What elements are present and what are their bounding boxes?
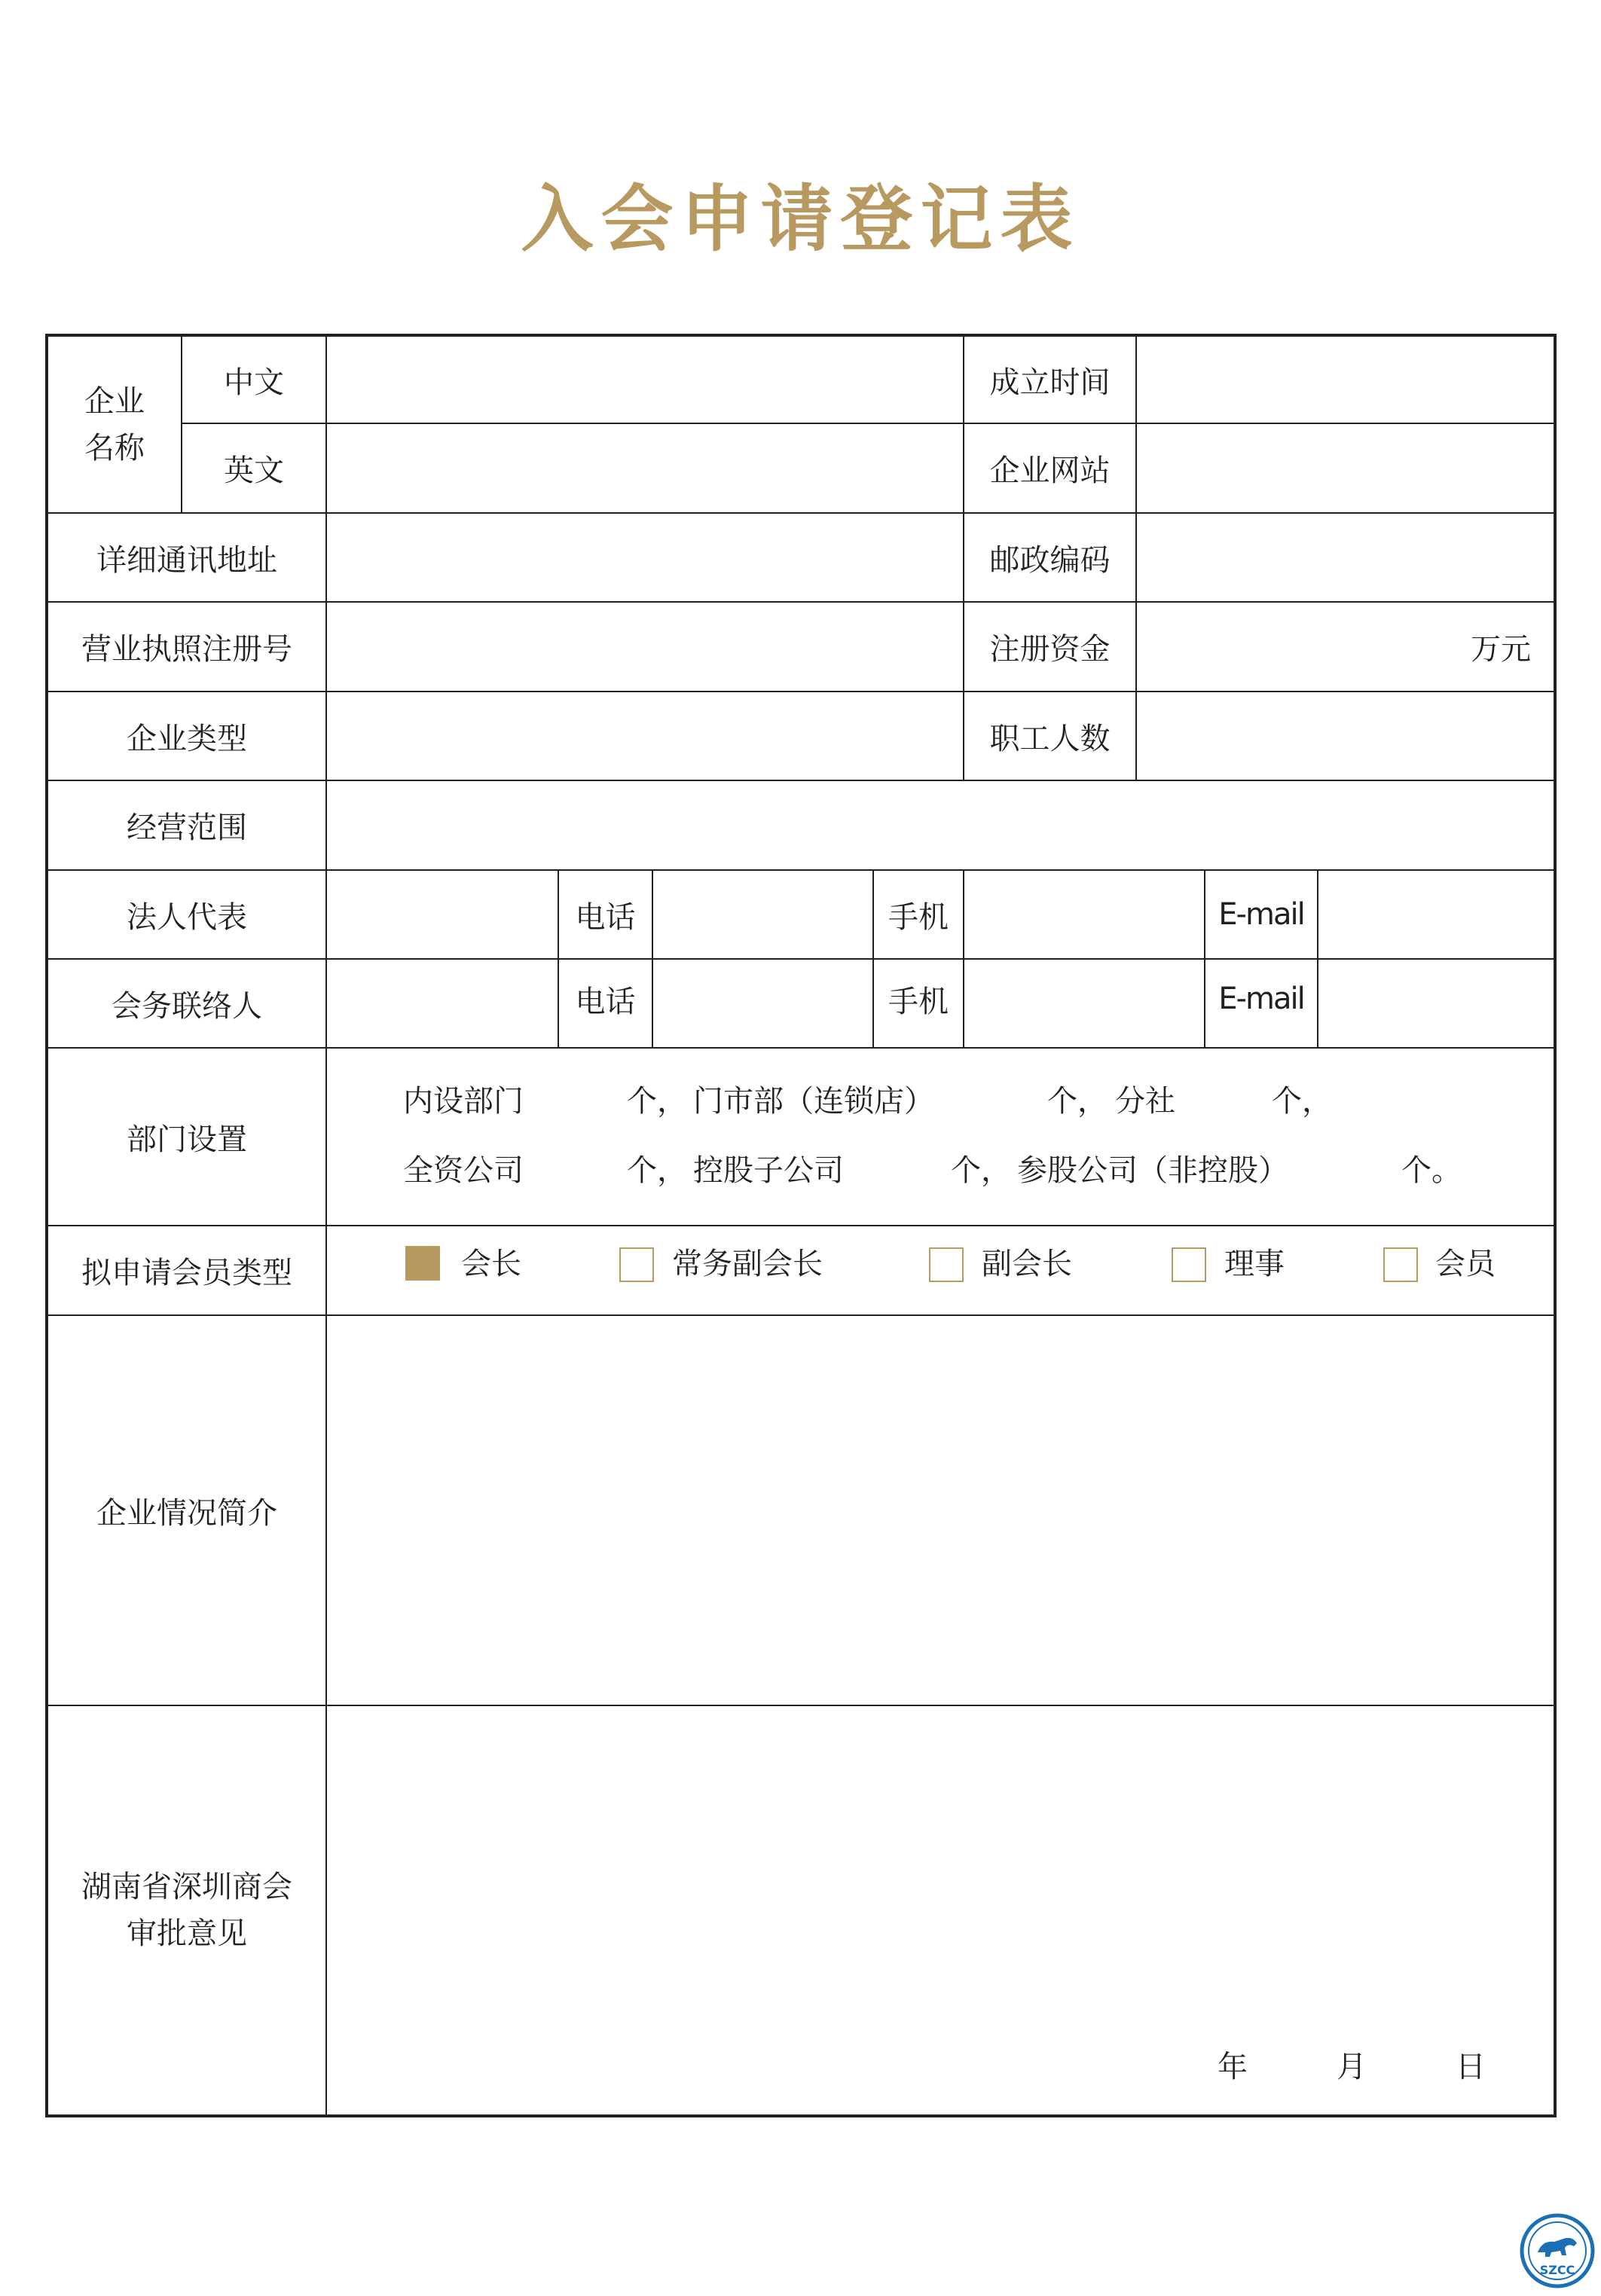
chinese-name-label: 中文 xyxy=(224,365,284,400)
approval-day: 日 xyxy=(1456,2050,1486,2084)
liaison-email-field[interactable] xyxy=(1318,960,1554,1047)
membership-option-label: 会员 xyxy=(1435,1247,1496,1281)
legal-rep-email-label: E-mail xyxy=(1218,897,1304,932)
established-field[interactable] xyxy=(1137,337,1554,423)
approval-year: 年 xyxy=(1218,2050,1248,2084)
branches-unit: 个， xyxy=(1272,1084,1332,1119)
website-label: 企业网站 xyxy=(989,453,1111,488)
business-scope-label: 经营范围 xyxy=(127,811,247,845)
approval-label-line2: 审批意见 xyxy=(127,1916,247,1951)
legal-rep-label: 法人代表 xyxy=(127,899,247,935)
capital-label: 注册资金 xyxy=(989,632,1111,667)
liaison-phone-field[interactable] xyxy=(653,960,872,1047)
postcode-label: 邮政编码 xyxy=(989,542,1111,578)
page-title: 入会申请登记表 xyxy=(521,177,1080,261)
logo-text: SZCC xyxy=(1539,2263,1575,2277)
liaison-phone-label: 电话 xyxy=(575,984,636,1019)
english-name-field[interactable] xyxy=(327,424,963,512)
legal-rep-email-field[interactable] xyxy=(1318,871,1554,958)
internal-depts-text: 内设部门 xyxy=(403,1084,524,1119)
membership-option-checkbox[interactable] xyxy=(405,1246,440,1281)
bull-emblem-icon xyxy=(1520,2213,1595,2288)
membership-option-checkbox[interactable] xyxy=(619,1247,654,1282)
capital-field[interactable] xyxy=(1137,603,1554,691)
membership-option-checkbox[interactable] xyxy=(1172,1247,1206,1282)
english-name-label: 英文 xyxy=(224,453,284,488)
approval-label xyxy=(48,1706,325,2114)
membership-option-checkbox[interactable] xyxy=(1383,1247,1418,1282)
departments-label: 部门设置 xyxy=(127,1122,247,1157)
approval-label-line1: 湖南省深圳商会 xyxy=(81,1870,292,1904)
legal-rep-mobile-label: 手机 xyxy=(888,899,949,935)
wholly-owned-unit: 个， xyxy=(627,1153,687,1188)
profile-field[interactable] xyxy=(327,1316,1554,1705)
established-label: 成立时间 xyxy=(989,365,1111,400)
approval-field[interactable] xyxy=(327,1706,1554,2114)
website-field[interactable] xyxy=(1137,424,1554,512)
liaison-mobile-field[interactable] xyxy=(964,960,1204,1047)
stores-unit: 个， xyxy=(1047,1084,1108,1119)
minority-unit: 个。 xyxy=(1401,1153,1462,1188)
company-name-label-line1: 企业 xyxy=(84,383,145,419)
form-border-bottom xyxy=(45,2114,1557,2117)
employees-field[interactable] xyxy=(1137,692,1554,780)
membership-option-checkbox[interactable] xyxy=(929,1247,964,1282)
company-type-field[interactable] xyxy=(327,692,963,780)
profile-label: 企业情况简介 xyxy=(96,1495,277,1531)
company-name-label xyxy=(48,337,181,512)
membership-option-label: 副会长 xyxy=(982,1247,1072,1281)
license-field[interactable] xyxy=(327,603,963,691)
internal-depts-unit: 个， xyxy=(627,1084,687,1119)
membership-type-label: 拟申请会员类型 xyxy=(81,1256,292,1290)
address-field[interactable] xyxy=(327,514,963,601)
address-label: 详细通讯地址 xyxy=(96,542,277,578)
legal-rep-phone-field[interactable] xyxy=(653,871,872,958)
wholly-owned-text: 全资公司 xyxy=(403,1153,524,1188)
minority-text: 参股公司（非控股） xyxy=(1017,1153,1288,1188)
legal-rep-name-field[interactable] xyxy=(327,871,558,958)
branches-text: 分社 xyxy=(1115,1084,1175,1119)
business-scope-field[interactable] xyxy=(327,781,1554,869)
company-name-label-line2: 名称 xyxy=(84,430,145,466)
capital-unit: 万元 xyxy=(1471,632,1531,667)
legal-rep-phone-label: 电话 xyxy=(575,899,636,935)
chinese-name-field[interactable] xyxy=(327,337,963,423)
membership-option-label: 会长 xyxy=(461,1247,521,1281)
holding-subs-unit: 个， xyxy=(951,1153,1011,1188)
liaison-label: 会务联络人 xyxy=(112,988,262,1024)
approval-month: 月 xyxy=(1337,2050,1367,2084)
license-label: 营业执照注册号 xyxy=(81,632,292,667)
liaison-mobile-label: 手机 xyxy=(888,984,949,1019)
postcode-field[interactable] xyxy=(1137,514,1554,601)
legal-rep-mobile-field[interactable] xyxy=(964,871,1204,958)
stores-text: 门市部（连锁店） xyxy=(693,1084,934,1119)
membership-option-label: 理事 xyxy=(1224,1247,1285,1281)
membership-option-label: 常务副会长 xyxy=(672,1247,823,1281)
employees-label: 职工人数 xyxy=(989,721,1111,756)
szcc-logo xyxy=(1520,2213,1595,2288)
company-type-label: 企业类型 xyxy=(127,721,247,756)
holding-subs-text: 控股子公司 xyxy=(693,1153,844,1188)
liaison-name-field[interactable] xyxy=(327,960,558,1047)
liaison-email-label: E-mail xyxy=(1218,982,1304,1016)
